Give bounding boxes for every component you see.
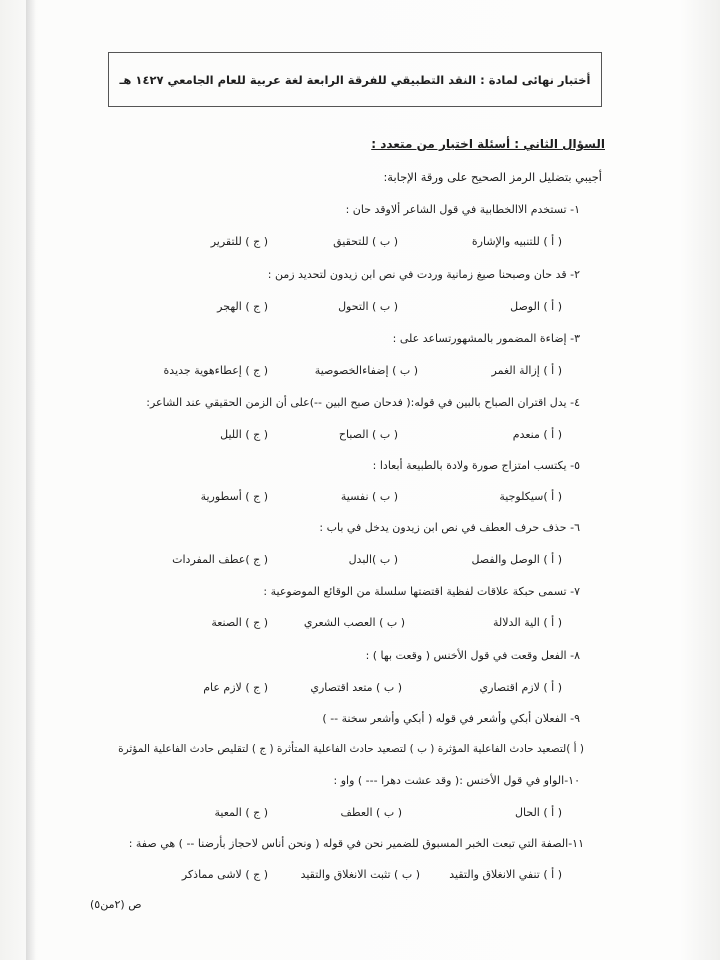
q6-option-b: ( ب )البدل [348,553,398,566]
q10-option-a: ( أ ) الحال [515,806,562,819]
q4-option-b: ( ب ) الصباح [338,428,398,441]
q8-option-a: ( أ ) لازم اقتصاري [479,681,562,694]
q2-option-a: ( أ ) الوصل [510,300,562,313]
q3-option-b: ( ب ) إضفاءالخصوصية [314,364,418,377]
question-2: ٢- قد حان وصبحنا صيغ زمانية وردت في نص ابن زيدون لتحديد زمن : [267,268,580,281]
q2-option-b: ( ب ) التحول [338,300,398,313]
question-10: ١٠-الواو في قول الأخنس :( وقد عشت دهرا --- ) واو : [333,774,580,787]
question-11: ١١-الصفة التي تبعت الخبر المسبوق للضمير نحن في قوله ( ونحن أناس لاحجاز بأرضنا -- ) هي صفة : [128,837,584,850]
q8-option-b: ( ب ) متعد اقتصاري [310,681,402,694]
q6-option-c: ( ج )عطف المفردات [172,553,268,566]
q11-option-a: ( أ ) تنفي الانغلاق والتقيد [449,868,562,881]
q10-option-c: ( ج ) المعية [214,806,268,819]
q5-option-b: ( ب ) نفسية [340,490,398,503]
q4-option-c: ( ج ) الليل [220,428,268,441]
question-8: ٨- الفعل وقعت في قول الأخنس ( وقعت بها ) : [365,649,580,662]
q8-option-c: ( ج ) لازم عام [203,681,268,694]
q1-option-a: ( أ ) للتنبيه والإشارة [471,235,562,248]
q4-option-a: ( أ ) منعدم [512,428,562,441]
exam-title-box [108,52,602,107]
q11-option-b: ( ب ) تثبت الانغلاق والتقيد [300,868,420,881]
q7-option-a: ( أ ) الية الدلالة [493,616,562,629]
q11-option-c: ( ج ) لاشى مماذكر [181,868,268,881]
question-3: ٣- إضاءة المضمور بالمشهورتساعد على : [392,332,580,345]
question-1: ١- تستخدم الاالخطابية في قول الشاعر ألاوقد حان : [345,203,580,216]
question-4: ٤- يدل اقتران الصباح بالبين في قوله:( فدحان صبح البين --)على أن الزمن الحقيقي عند الشاعر: [146,396,580,409]
q5-option-a: ( أ )سيكلوجية [499,490,562,503]
q9-options-line: ( أ )لتصعيد حادث الفاعلية المؤثرة ( ب ) لتصعيد حادث الفاعلية المتأثرة ( ج ) لتقليص حادث الفاعلية المؤثرة [118,743,584,755]
question-5: ٥- يكتسب امتزاج صورة ولادة بالطبيعة أبعادا : [372,459,580,472]
question-7: ٧- تسمى حبكة علاقات لفظية اقتضتها سلسلة من الوقائع الموضوعية : [263,585,580,598]
q1-option-c: ( ج ) للتقرير [210,235,268,248]
instruction-text: أجيبي بتضليل الرمز الصحيح على ورقة الإجابة: [383,170,602,184]
section-title: السؤال الثاني : أسئلة اختيار من متعدد : [371,137,605,151]
q5-option-c: ( ج ) أسطورية [200,490,268,503]
page-number: ص (٢من٥) [90,898,142,911]
q3-option-a: ( أ ) إزالة الغمر [491,364,562,377]
question-9: ٩- الفعلان أبكي وأشعر في قوله ( أبكي وأشعر سخنة -- ) [322,712,580,725]
q10-option-b: ( ب ) العطف [340,806,402,819]
question-6: ٦- حذف حرف العطف في نص ابن زيدون يدخل في باب : [319,521,580,534]
q1-option-b: ( ب ) للتحقيق [333,235,398,248]
q7-option-b: ( ب ) العصب الشعري [303,616,405,629]
q7-option-c: ( ج ) الصنعة [211,616,268,629]
q3-option-c: ( ج ) إعطاءهوية جديدة [163,364,268,377]
q2-option-c: ( ج ) الهجر [217,300,268,313]
paper-edge-shadow [26,0,36,960]
q6-option-a: ( أ ) الوصل والفصل [471,553,562,566]
exam-title: أختبار نهائى لمادة : النقد التطبيقي للفرقة الرابعة لغة عربية للعام الجامعي ١٤٢٧ هـ [119,73,591,87]
